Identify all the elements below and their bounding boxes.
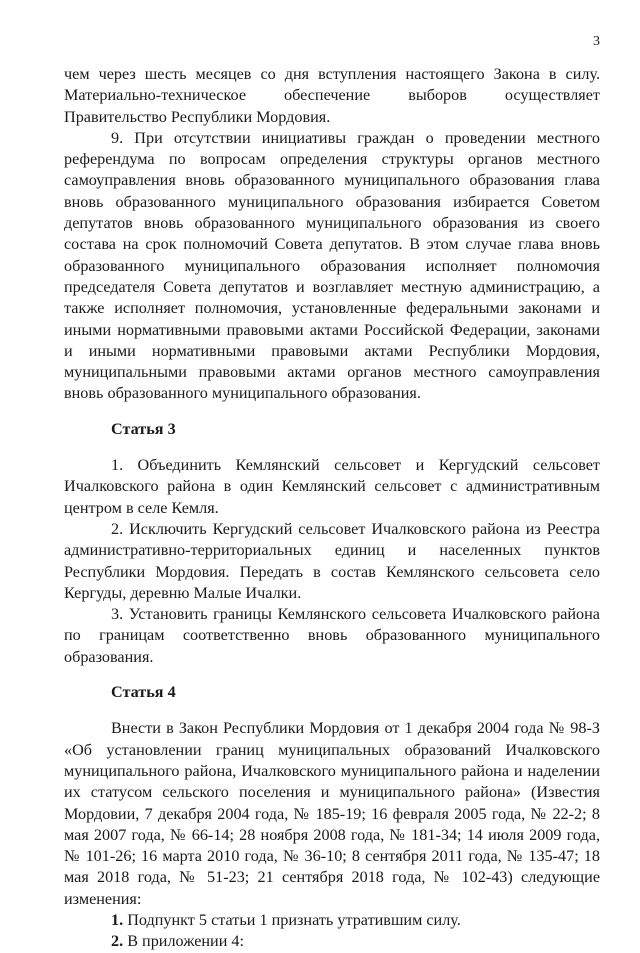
- article-4-change-2: [64, 931, 600, 952]
- paragraph-9: 9. При отсутствии инициативы граждан о проведении местного референдума по вопросам определения структуры органов местного самоуправления вновь образованного муниципального образования глава вновь образованного муниципального образования избирается Советом депутатов вновь образованного муниципального образования из своего состава на срок полномочий Совета депутатов. В этом случае глава вновь образованного муниципального образования исполняет полномочия председателя Совета депутатов и возглавляет местную администрацию, а также исполняет полномочия, установленные федеральными законами и иными нормативными правовыми актами Российской Федерации, законами и иными нормативными правовыми актами Республики Мордовия, муниципальными правовыми актами органов местного самоуправления вновь образованного муниципального образования.: [64, 128, 600, 403]
- document-body: [64, 64, 600, 953]
- change-1-number: 1.: [111, 910, 124, 929]
- article-3-item-1: 1. Объединить Кемлянский сельсовет и Кергудский сельсовет Ичалковского района в один Кемлянский сельсовет с административным центром в селе Кемля.: [64, 456, 600, 517]
- change-1-text: Подпункт 5 статьи 1 признать утратившим силу.: [123, 910, 461, 929]
- article-4-change-1: [64, 910, 600, 931]
- article-3-heading: Статья 3: [111, 419, 176, 438]
- article-3-item-2: 2. Исключить Кергудский сельсовет Ичалковского района из Реестра административно-территориальных единиц и населенных пунктов Республики Мордовия. Передать в состав Кемлянского сельсовета село Кергуды, деревню Малые Ичалки.: [64, 519, 600, 602]
- page-number: 3: [593, 34, 600, 49]
- change-2-text: В приложении 4:: [123, 932, 245, 951]
- paragraph-continuation: чем через шесть месяцев со дня вступления настоящего Закона в силу. Материально-техническое обеспечение выборов осуществляет Правительство Республики Мордовия.: [64, 65, 600, 126]
- article-4-heading: Статья 4: [111, 683, 176, 702]
- change-2-number: 2.: [111, 932, 124, 951]
- article-4-intro: Внести в Закон Республики Мордовия от 1 декабря 2004 года № 98-З «Об установлении границ муниципальных образований Ичалковского муниципального района, Ичалковского муниципального района и наделении их статусом сельского поселения и муниципального района» (Известия Мордовии, 7 декабря 2004 года, № 185-19; 16 февраля 2005 года, № 22-2; 8 мая 2007 года, № 66-14; 28 ноября 2008 года, № 181-34; 14 июля 2009 года, № 101-26; 16 марта 2010 года, № 36-10; 8 сентября 2011 года, № 135-47; 18 мая 2018 года, № 51-23; 21 сентября 2018 года, № 102-43) следующие изменения:: [64, 719, 600, 908]
- article-3-item-3: 3. Установить границы Кемлянского сельсовета Ичалковского района по границам соответственно вновь образованного муниципального образования.: [64, 605, 600, 666]
